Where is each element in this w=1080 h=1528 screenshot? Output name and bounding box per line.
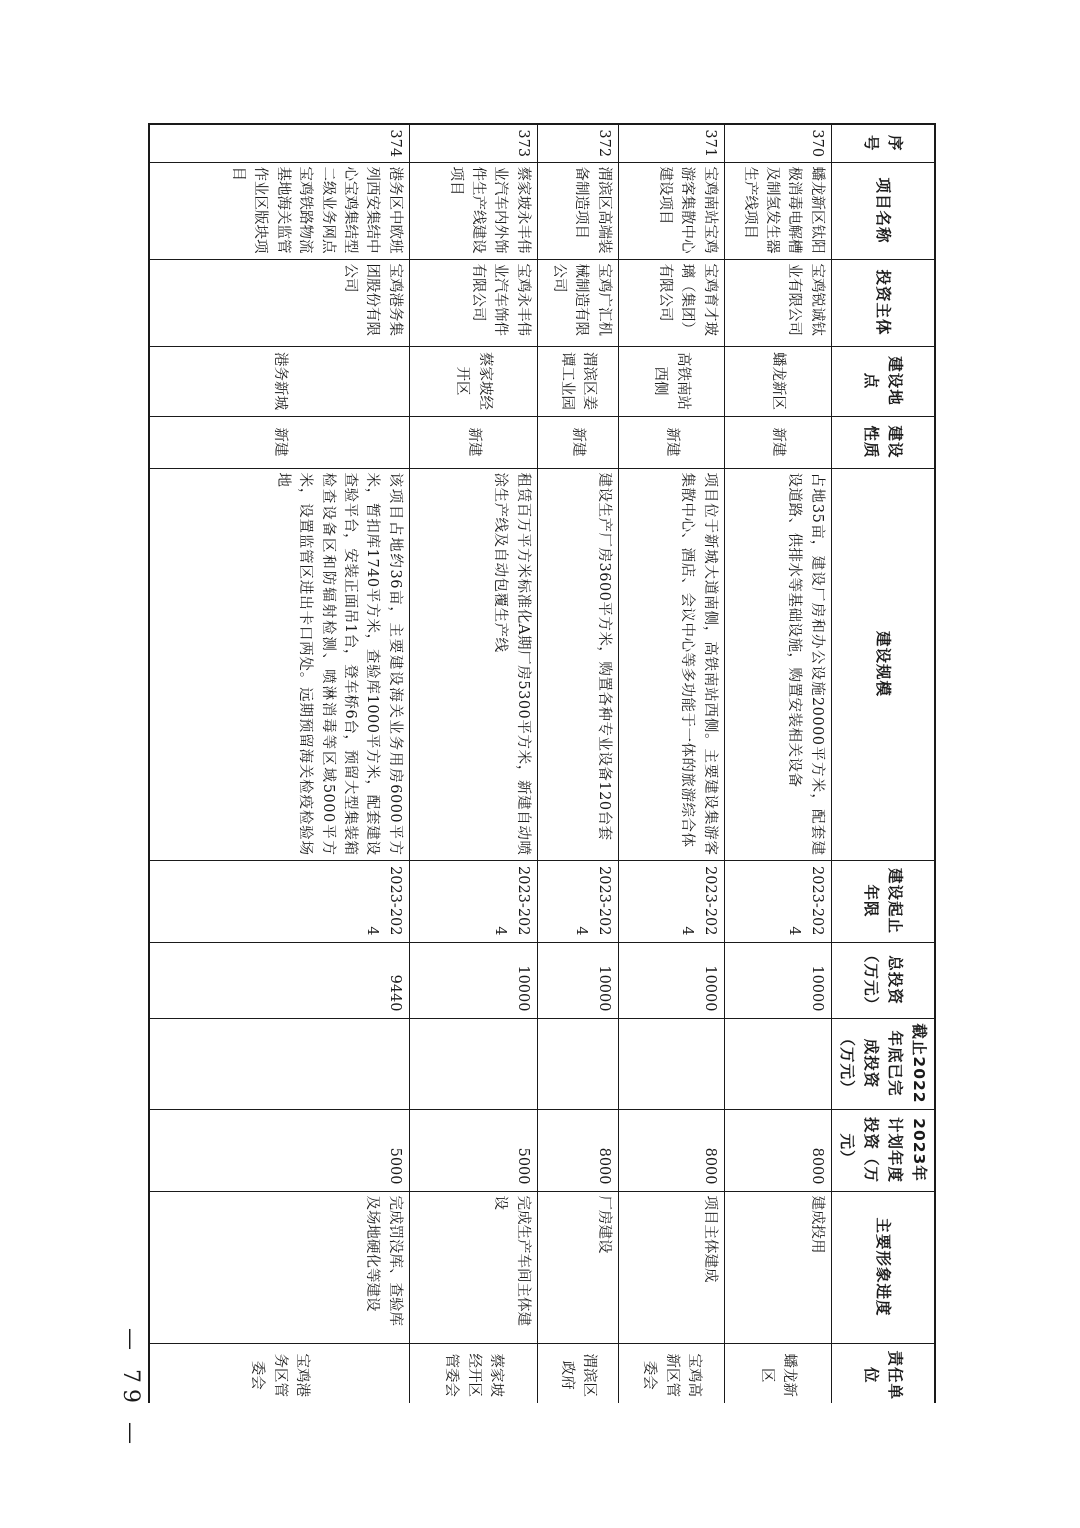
header-scale: 建设规模 [831, 468, 935, 860]
header-completed: 截止2022年底已完成投资（万元） [831, 1018, 935, 1109]
cell-scale: 租赁百万平方米标准化A期厂房5300平方米，新建自动喷涂生产线及自动包覆生产线 [409, 468, 537, 860]
cell-investor: 宝鸡锐诚钛业有限公司 [724, 259, 831, 346]
table-row [537, 124, 618, 1403]
cell-plan2023: 8000 [724, 1109, 831, 1191]
cell-period: 2023-2024 [724, 860, 831, 942]
cell-progress: 建成投用 [724, 1191, 831, 1343]
cell-progress: 完成罚没库、查验库及场地硬化等建设 [149, 1191, 409, 1343]
page-number: — 79 — [118, 1328, 143, 1450]
header-seq: 序号 [831, 124, 935, 162]
cell-plan2023: 8000 [618, 1109, 724, 1191]
cell-name: 渭滨区高端装备制造项目 [537, 162, 618, 259]
cell-name: 港务区中欧班列西安集结中心宝鸡集结型二级业务网点宝鸡铁路物流基地海关监管作业区版块项目 [149, 162, 409, 259]
cell-investor: 宝鸡永丰伟业汽车饰件有限公司 [409, 259, 537, 346]
cell-period: 2023-2024 [537, 860, 618, 942]
project-table-sheet [148, 123, 936, 1403]
cell-investor: 宝鸡港务集团股份有限公司 [149, 259, 409, 346]
cell-nature: 新建 [409, 416, 537, 468]
header-plan2023: 2023年计划年度投资（万元） [831, 1109, 935, 1191]
cell-total: 10000 [618, 942, 724, 1018]
cell-name: 蟠龙新区钛阳极消毒电解槽及制氢发生器生产线项目 [724, 162, 831, 259]
table-row [149, 124, 409, 1403]
cell-period: 2023-2024 [618, 860, 724, 942]
cell-plan2023: 5000 [409, 1109, 537, 1191]
cell-scale: 该项目占地约36亩，主要建设海关业务用房6000平方米，暂扣库1740平方米，查验库1000平方米，配套建设查验平台，安装正面吊1台，登车桥6台，预留大型集装箱检查设备区和防辐射检测、喷淋消毒等区域5000平方米，设置监管区进出卡口两处。远期预留海关检疫检验场地 [149, 468, 409, 860]
cell-progress: 完成生产车间主体建设 [409, 1191, 537, 1343]
cell-completed [409, 1018, 537, 1109]
cell-unit: 宝鸡港务区管委会 [149, 1343, 409, 1403]
cell-unit: 蟠龙新区 [724, 1343, 831, 1403]
cell-progress: 厂房建设 [537, 1191, 618, 1343]
table-row [618, 124, 724, 1403]
cell-name: 宝鸡南站宝鸡游客集散中心建设项目 [618, 162, 724, 259]
table-header-row [831, 124, 935, 1403]
cell-total: 9440 [149, 942, 409, 1018]
cell-period: 2023-2024 [149, 860, 409, 942]
cell-completed [724, 1018, 831, 1109]
header-nature: 建设性质 [831, 416, 935, 468]
cell-total: 10000 [537, 942, 618, 1018]
header-total: 总投资（万元） [831, 942, 935, 1018]
cell-scale: 建设生产厂房3600平方米，购置各种专业设备120台套 [537, 468, 618, 860]
cell-unit: 渭滨区政府 [537, 1343, 618, 1403]
cell-seq: 370 [724, 124, 831, 162]
cell-seq: 373 [409, 124, 537, 162]
header-period: 建设起止年限 [831, 860, 935, 942]
cell-unit: 宝鸡高新区管委会 [618, 1343, 724, 1403]
cell-investor: 宝鸡广汇机械制造有限公司 [537, 259, 618, 346]
cell-location: 蟠龙新区 [724, 346, 831, 416]
cell-nature: 新建 [149, 416, 409, 468]
project-table [148, 123, 936, 1403]
table-row [409, 124, 537, 1403]
cell-completed [149, 1018, 409, 1109]
cell-plan2023: 8000 [537, 1109, 618, 1191]
header-location: 建设地点 [831, 346, 935, 416]
cell-location: 高铁南站西侧 [618, 346, 724, 416]
cell-total: 10000 [724, 942, 831, 1018]
header-progress: 主要形象进度 [831, 1191, 935, 1343]
cell-location: 渭滨区姜谭工业园 [537, 346, 618, 416]
cell-location: 蔡家坡经开区 [409, 346, 537, 416]
header-unit: 责任单位 [831, 1343, 935, 1403]
table-row [724, 124, 831, 1403]
cell-completed [618, 1018, 724, 1109]
cell-scale: 项目位于新城大道南侧，高铁南站西侧。主要建设集游客集散中心、酒店、会议中心等多功能于一体的旅游综合体 [618, 468, 724, 860]
cell-nature: 新建 [618, 416, 724, 468]
cell-scale: 占地35亩，建设厂房和办公设施20000平方米，配套建设道路、供排水等基础设施，购置安装相关设备 [724, 468, 831, 860]
cell-investor: 宝鸡育才玻璃（集团）有限公司 [618, 259, 724, 346]
cell-plan2023: 5000 [149, 1109, 409, 1191]
cell-total: 10000 [409, 942, 537, 1018]
cell-completed [537, 1018, 618, 1109]
header-name: 项目名称 [831, 162, 935, 259]
cell-location: 港务新城 [149, 346, 409, 416]
cell-nature: 新建 [537, 416, 618, 468]
cell-seq: 372 [537, 124, 618, 162]
cell-name: 蔡家坡永丰伟业汽车内外饰件生产线建设项目 [409, 162, 537, 259]
cell-period: 2023-2024 [409, 860, 537, 942]
cell-nature: 新建 [724, 416, 831, 468]
rotated-page-area [148, 123, 936, 1403]
cell-seq: 374 [149, 124, 409, 162]
cell-progress: 项目主体建成 [618, 1191, 724, 1343]
cell-seq: 371 [618, 124, 724, 162]
header-investor: 投资主体 [831, 259, 935, 346]
cell-unit: 蔡家坡经开区管委会 [409, 1343, 537, 1403]
